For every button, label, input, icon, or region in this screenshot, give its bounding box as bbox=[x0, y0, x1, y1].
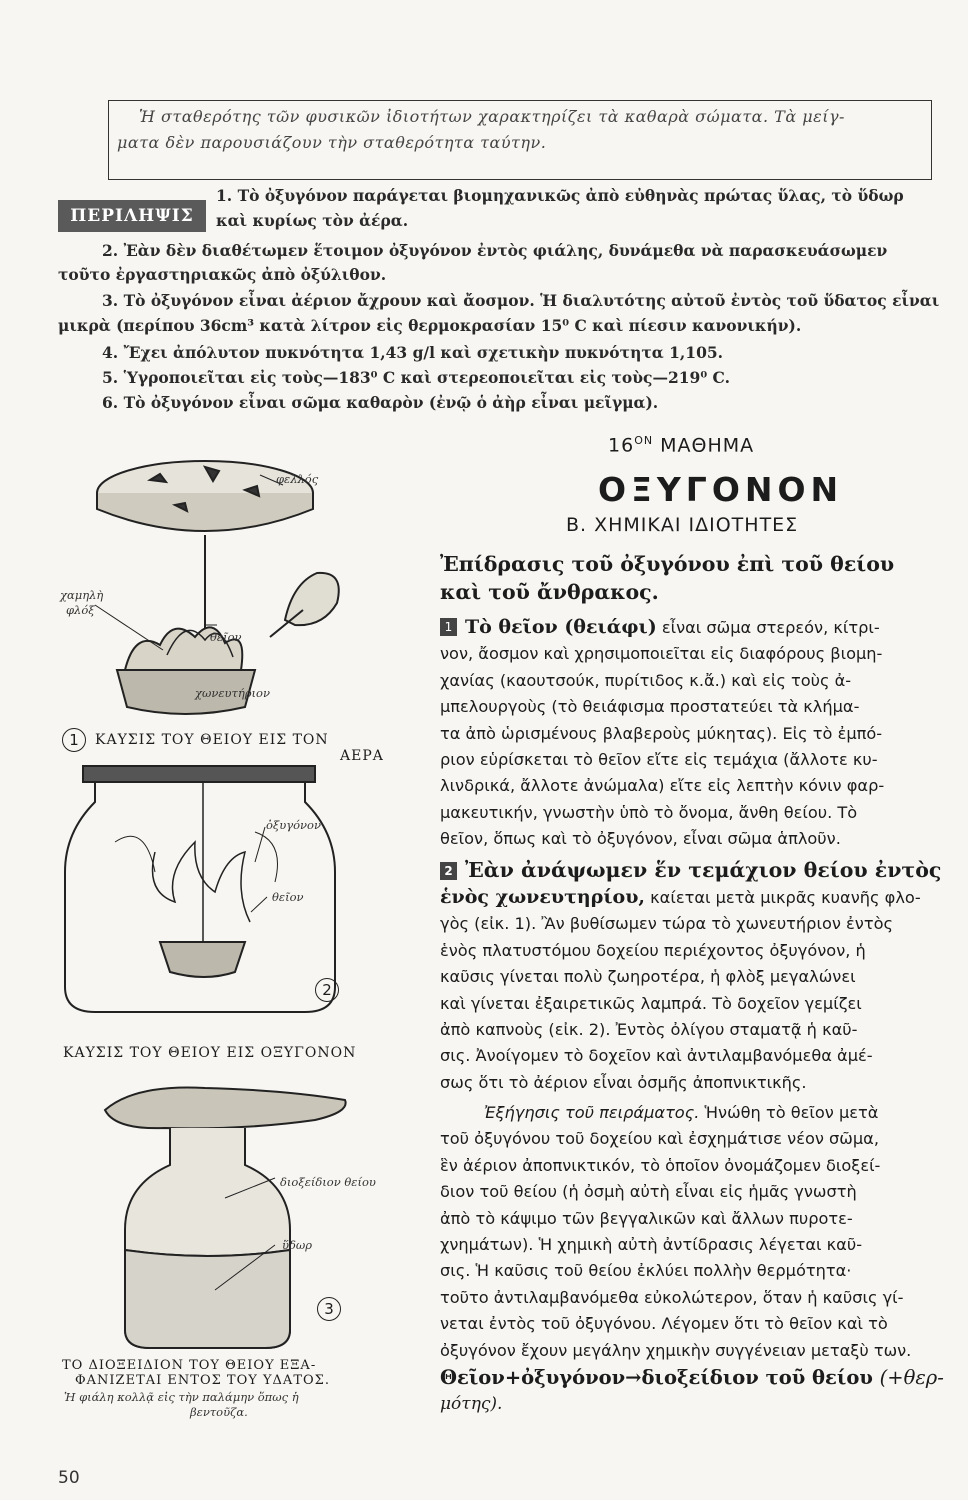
figure-1-caption-line-1: ΚΑΥΣΙΣ ΤΟΥ ΘΕΙΟΥ ΕΙΣ ΤΟΝ bbox=[95, 732, 329, 748]
explanation-line: νεται ἐντὸς τοῦ ὀξυγόνου. Λέγομεν ὅτι τὸ θεῖον καὶ τὸ bbox=[440, 1314, 888, 1334]
water bbox=[125, 1250, 290, 1348]
label-leader bbox=[95, 605, 163, 650]
summary-line: 3. Τὸ ὀξυγόνον εἶναι ἀέριον ἄχρουν καὶ ἄοσμον. Ἡ διαλυτότης αὐτοῦ ἐντὸς τοῦ ὕδατος εἶναι bbox=[102, 291, 940, 310]
figure-1-illustration bbox=[55, 445, 345, 725]
figure-3-caption-line-1: ΤΟ ΔΙΟΞΕΙΔΙΟΝ ΤΟΥ ΘΕΙΟΥ ΕΞΑ- bbox=[62, 1358, 317, 1373]
explanation-line: διον τοῦ θείου (ἡ ὀσμὴ αὐτὴ εἶναι εἰς ἡμᾶς γνωστὴ bbox=[440, 1182, 857, 1202]
paragraph-marker: 2 bbox=[440, 862, 457, 880]
summary-line: 5. Ὑγροποιεῖται εἰς τοὺς—183⁰ C καὶ στερεοποιεῖται εἰς τοὺς—219⁰ C. bbox=[102, 368, 730, 387]
page-number: 50 bbox=[58, 1468, 80, 1488]
paragraph-1-line: χανίας (καουτσούκ, πυρίτιδος κ.ἄ.) καὶ εἰς τοὺς ἀ- bbox=[440, 670, 852, 690]
paragraph-marker: 1 bbox=[440, 618, 457, 636]
figure-2-illustration bbox=[55, 762, 355, 1022]
explanation-line: χνημάτων). Ἡ χημικὴ αὐτὴ ἀντίδρασις λέγεται καῦ- bbox=[440, 1235, 863, 1255]
explanation-line: Ἡνώθη τὸ θεῖον μετὰ bbox=[699, 1103, 879, 1122]
equation-note: (+θερ- bbox=[879, 1366, 944, 1389]
paragraph-2-line: γὸς (εἰκ. 1). Ἂν βυθίσωμεν τώρα τὸ χωνευτήριον ἐντὸς bbox=[440, 914, 893, 934]
lesson-number-word: ΜΑΘΗΜΑ bbox=[660, 434, 755, 457]
paragraph-1-line: θεῖον, ὅπως καὶ τὸ ὀξυγόνον, εἶναι σῶμα ἁπλοῦν. bbox=[440, 829, 841, 849]
summary-badge: ΠΕΡΙΛΗΨΙΣ bbox=[58, 200, 206, 232]
label-sulfur-dioxide: διοξείδιον θείου bbox=[280, 1175, 376, 1189]
label-low-flame-1: χαμηλὴ bbox=[60, 588, 104, 602]
paragraph-2-first-line bbox=[440, 884, 940, 911]
label-leader bbox=[251, 897, 267, 912]
paragraph-2-line: ἀπὸ καπνοὺς (εἰκ. 2). Ἐντὸς ὀλίγου σταματᾷ ἡ καῦ- bbox=[440, 1020, 858, 1040]
equation: Θεῖον+ὀξυγόνον→διοξείδιον τοῦ θείου bbox=[440, 1366, 873, 1389]
figure-3-number: 3 bbox=[317, 1297, 341, 1321]
summary-line: μικρὰ (περίπου 36cm³ κατὰ λίτρον εἰς θερμοκρασίαν 15⁰ C καὶ πίεσιν κανονικήν). bbox=[58, 316, 802, 335]
label-sulfur: θεῖον bbox=[210, 630, 242, 644]
bright-flame bbox=[153, 842, 251, 922]
paragraph-1-first-line bbox=[440, 614, 940, 641]
paragraph-1 bbox=[440, 614, 940, 853]
label-cork: φελλός bbox=[276, 472, 319, 486]
explanation-line: ὀξυγόνον ἔχουν μεγάλην χημικὴν συγγένειαν μεταξὺ των. bbox=[440, 1340, 912, 1360]
lesson-number-suffix: ΟΝ bbox=[634, 434, 654, 447]
paragraph-1-line: ριον εὑρίσκεται τὸ θεῖον εἴτε εἰς τεμάχια (ἄλλοτε κυ- bbox=[440, 750, 878, 770]
paragraph-2-line: καῦσις γίνεται πολὺ ζωηροτέρα, ἡ φλὸξ μεγαλώνει bbox=[440, 967, 856, 987]
label-water: ὕδωρ bbox=[282, 1238, 313, 1252]
paragraph-1-line: νον, ἄοσμον καὶ χρησιμοποιεῖται εἰς διαφόρους βιομη- bbox=[440, 644, 883, 664]
figure-3-note-line-2: βεντοῦζα. bbox=[190, 1405, 248, 1419]
explanation bbox=[440, 1100, 940, 1364]
figure-2-caption: ΚΑΥΣΙΣ ΤΟΥ ΘΕΙΟΥ ΕΙΣ ΟΞΥΓΟΝΟΝ bbox=[63, 1045, 357, 1061]
paragraph-2-head-text: Ἐὰν ἀνάψωμεν ἕν τεμάχιον θείου ἐντὸς bbox=[465, 858, 942, 882]
figure-1-number: 1 bbox=[62, 728, 86, 752]
explanation-line: ἓν ἀέριον ἀποπνικτικόν, τὸ ὁποῖον ὀνομάζομεν διοξεί- bbox=[440, 1155, 881, 1175]
crucible-in-jar bbox=[160, 942, 245, 977]
boxed-note bbox=[108, 100, 932, 180]
summary-line: 2. Ἐὰν δὲν διαθέτωμεν ἕτοιμον ὀξυγόνον ἐντὸς φιάλης, δυνάμεθα νὰ παρασκευάσωμεν bbox=[102, 241, 888, 260]
cork-plate-side bbox=[97, 493, 313, 531]
summary-line: 4. Ἔχει ἀπόλυτον πυκνότητα 1,43 g/l καὶ σχετικὴν πυκνότητα 1,105. bbox=[102, 343, 724, 362]
figure-1-caption-line-2: ΑΕΡΑ bbox=[340, 748, 384, 764]
explanation-first-line bbox=[440, 1100, 940, 1126]
label-oxygen: ὀξυγόνον bbox=[266, 818, 321, 832]
summary-line: τοῦτο ἐργαστηριακῶς ἀπὸ ὀξύλιθον. bbox=[58, 265, 387, 284]
subtitle-line-1: Ἐπίδρασις τοῦ ὀξυγόνου ἐπὶ τοῦ θείου bbox=[440, 552, 895, 576]
subtitle-line-2: καὶ τοῦ ἄνθρακος. bbox=[440, 580, 659, 604]
summary-line: καὶ κυρίως τὸν ἀέρα. bbox=[216, 211, 409, 230]
boxed-note-line-1: Ἡ σταθερότης τῶν φυσικῶν ἰδιοτήτων χαρακτηρίζει τὰ καθαρὰ σώματα. Τὰ μείγ- bbox=[139, 107, 845, 126]
paragraph-2-head-line-2: ἑνὸς χωνευτηρίου, bbox=[440, 886, 645, 908]
lesson-number-value: 16 bbox=[608, 434, 635, 457]
explanation-label: Ἐξήγησις τοῦ πειράματος. bbox=[484, 1103, 700, 1122]
explanation-line: σις. Ἡ καῦσις τοῦ θείου ἐκλύει πολλὴν θερμότητα· bbox=[440, 1261, 852, 1281]
label-low-flame-2: φλόξ bbox=[66, 603, 95, 617]
jar-lid bbox=[83, 766, 315, 782]
paragraph-2-line: καίεται μετὰ μικρᾶς κυανῆς φλο- bbox=[645, 888, 921, 907]
paragraph-1-line: τα ἀπὸ ὡρισμένους βλαβεροὺς μύκητας). Εἰς τὸ ἐμπό- bbox=[440, 723, 883, 743]
lesson-title: ΟΞΥΓΟΝΟΝ bbox=[598, 470, 844, 509]
section-heading: Β. ΧΗΜΙΚΑΙ ΙΔΙΟΤΗΤΕΣ bbox=[566, 514, 799, 536]
smoke bbox=[115, 832, 278, 882]
paragraph-2-line: σις. Ἀνοίγομεν τὸ δοχεῖον καὶ ἀντιλαμβανόμεθα ἀμέ- bbox=[440, 1046, 873, 1066]
paragraph-1-line: εἶναι σῶμα στερεόν, κίτρι- bbox=[656, 618, 880, 637]
paragraph-2-line: σως ὅτι τὸ ἀέριον εἶναι ὀσμῆς ἀποπνικτικῆς. bbox=[440, 1072, 807, 1092]
paragraph-2-head-line-1 bbox=[440, 858, 941, 882]
figure-3-note-line-1: Ἡ φιάλη κολλᾷ εἰς τὴν παλάμην ὅπως ἡ bbox=[64, 1390, 299, 1404]
paragraph-1-line: μακευτικήν, γνωστὴν ὑπὸ τὸ ὄνομα, ἄνθη θείου. Τὸ bbox=[440, 802, 858, 822]
boxed-note-line-2: ματα δὲν παρουσιάζουν τὴν σταθερότητα ταύτην. bbox=[117, 133, 547, 152]
paragraph-2 bbox=[440, 884, 940, 1096]
explanation-line: τοῦτο ἀντιλαμβανόμεθα εὐκολώτερον, ὅταν ἡ καῦσις γί- bbox=[440, 1287, 904, 1307]
summary-line: 1. Τὸ ὀξυγόνον παράγεται βιομηχανικῶς ἀπὸ εὐθηνὰς πρώτας ὕλας, τὸ ὕδωρ bbox=[216, 186, 904, 205]
paragraph-2-line: ἑνὸς πλατυστόμου δοχείου περιέχοντος ὀξυγόνον, ἡ bbox=[440, 940, 866, 960]
paragraph-1-line: λινδρικά, ἄλλοτε ἀνώμαλα) εἴτε εἰς λεπτὴν κόνιν φαρ- bbox=[440, 776, 885, 796]
label-sulfur-jar: θεῖον bbox=[272, 890, 304, 904]
figure-2-number: 2 bbox=[315, 978, 339, 1002]
figure-3-caption-line-2: ΦΑΝΙΖΕΤΑΙ ΕΝΤΟΣ ΤΟΥ ΥΔΑΤΟΣ. bbox=[75, 1373, 330, 1388]
explanation-line: ἀπὸ τὸ κάψιμο τῶν βεγγαλικῶν καὶ ἄλλων πυροτε- bbox=[440, 1208, 853, 1228]
equation-line bbox=[440, 1366, 944, 1389]
lesson-number bbox=[608, 434, 754, 456]
paragraph-1-line: μπελουργοὺς (τὸ θειάφισμα προστατεύει τὰ κλήμα- bbox=[440, 697, 860, 717]
palm-hand bbox=[105, 1087, 346, 1128]
explanation-line: τοῦ ὀξυγόνου τοῦ δοχείου καὶ ἐσχημάτισε νέον σῶμα, bbox=[440, 1129, 879, 1149]
paragraph-1-head: Τὸ θεῖον (θειάφι) bbox=[465, 616, 657, 638]
label-crucible: χωνευτήριον bbox=[195, 686, 270, 700]
paragraph-2-line: καὶ γίνεται ἐξαιρετικῶς λαμπρά. Τὸ δοχεῖον γεμίζει bbox=[440, 993, 862, 1013]
summary-line: 6. Τὸ ὀξυγόνον εἶναι σῶμα καθαρὸν (ἐνῷ ὁ ἀὴρ εἶναι μεῖγμα). bbox=[102, 393, 659, 412]
equation-note-line-2: μότης). bbox=[440, 1394, 503, 1414]
